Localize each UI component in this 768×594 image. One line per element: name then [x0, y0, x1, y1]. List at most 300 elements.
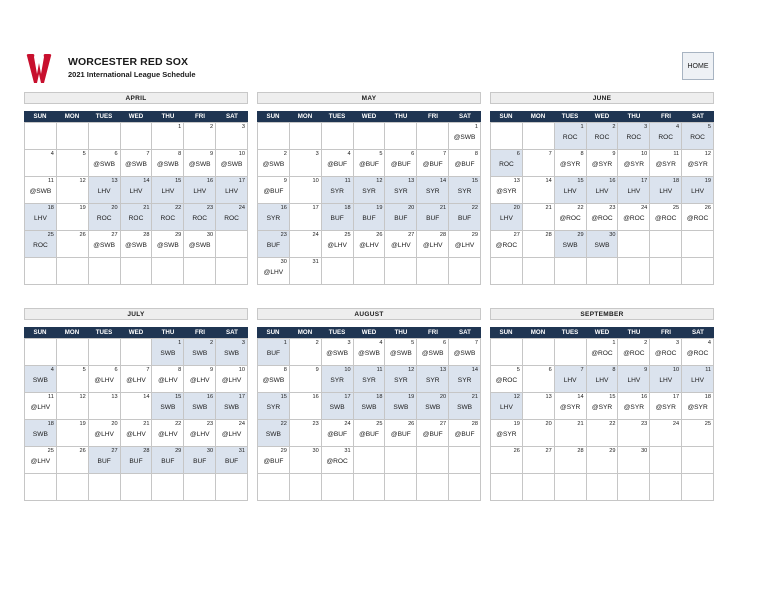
day-number: 20: [513, 205, 520, 211]
day-cell: [57, 366, 89, 393]
day-cell: [57, 204, 89, 231]
day-number: 15: [471, 178, 479, 184]
weekday-label: SAT: [226, 113, 238, 120]
day-number: 1: [580, 124, 584, 130]
day-number: 18: [704, 394, 712, 400]
day-cell: [258, 231, 290, 258]
opponent: @BUF: [422, 431, 443, 438]
day-number: 6: [516, 151, 520, 157]
opponent: @SYR: [496, 431, 517, 438]
opponent: @ROC: [686, 350, 709, 357]
week-row: [25, 447, 248, 474]
day-cell: [89, 123, 121, 150]
day-cell: [523, 177, 555, 204]
calendar-grid: [490, 327, 714, 501]
opponent: @SYR: [560, 161, 581, 168]
day-number: 3: [241, 340, 246, 346]
day-number: 27: [111, 232, 118, 238]
day-cell: [555, 231, 587, 258]
opponent: @SWB: [358, 350, 380, 357]
day-number: 26: [704, 205, 712, 211]
day-number: 31: [312, 259, 319, 265]
day-cell: [417, 150, 449, 177]
day-cell: [121, 150, 153, 177]
day-cell: [417, 474, 449, 501]
day-cell: [354, 474, 386, 501]
day-number: 14: [439, 178, 447, 184]
day-number: 28: [471, 421, 479, 427]
day-cell: [587, 447, 619, 474]
day-cell: [25, 339, 57, 366]
day-cell: [57, 339, 89, 366]
day-number: 5: [516, 367, 520, 373]
opponent: @SWB: [453, 350, 476, 357]
day-cell: [555, 366, 587, 393]
day-number: 30: [312, 448, 319, 454]
day-cell: [587, 231, 619, 258]
day-number: 10: [641, 151, 648, 157]
opponent: BUF: [362, 215, 376, 222]
day-number: 12: [408, 367, 415, 373]
weekday-label: THU: [394, 113, 408, 120]
day-cell: [618, 258, 650, 285]
day-number: 9: [644, 367, 648, 373]
week-row: [25, 258, 248, 285]
week-row: [25, 204, 248, 231]
day-cell: [25, 474, 57, 501]
day-number: 12: [704, 151, 712, 157]
day-cell: [322, 150, 354, 177]
day-number: 18: [47, 421, 54, 427]
day-cell: [417, 339, 449, 366]
opponent: LHV: [225, 188, 238, 195]
day-cell: [587, 177, 619, 204]
day-cell: [682, 366, 714, 393]
opponent: @SWB: [453, 134, 476, 141]
day-cell: [184, 231, 216, 258]
day-number: 14: [143, 394, 150, 400]
opponent: @LHV: [94, 377, 114, 384]
week-row: [25, 339, 248, 366]
day-cell: [322, 339, 354, 366]
day-cell: [587, 393, 619, 420]
day-cell: [417, 366, 449, 393]
day-number: 27: [545, 448, 552, 454]
day-cell: [449, 177, 481, 204]
day-number: 16: [609, 178, 616, 184]
day-cell: [322, 474, 354, 501]
week-row: [491, 177, 714, 204]
opponent: ROC: [192, 215, 208, 222]
day-cell: [290, 150, 322, 177]
month-april: [24, 92, 248, 249]
weekday-label: FRI: [661, 329, 671, 336]
day-cell: [650, 150, 682, 177]
day-cell: [417, 393, 449, 420]
day-cell: [449, 204, 481, 231]
opponent: @SYR: [496, 188, 517, 195]
weekday-label: FRI: [195, 329, 205, 336]
opponent: LHV: [627, 188, 641, 195]
day-number: 24: [238, 421, 246, 427]
week-row: [491, 204, 714, 231]
day-cell: [449, 231, 481, 258]
day-cell: [682, 393, 714, 420]
day-cell: [152, 474, 184, 501]
day-cell: [523, 339, 555, 366]
week-row: [491, 420, 714, 447]
opponent: SYR: [362, 188, 376, 195]
day-number: 23: [206, 205, 214, 211]
day-cell: [650, 231, 682, 258]
opponent: @BUF: [359, 431, 379, 438]
day-number: 22: [175, 205, 182, 211]
day-cell: [354, 204, 386, 231]
day-number: 6: [548, 367, 552, 373]
opponent: ROC: [160, 215, 176, 222]
day-cell: [523, 420, 555, 447]
day-number: 8: [474, 151, 479, 157]
opponent: @SWB: [220, 161, 243, 168]
opponent: @SWB: [262, 377, 285, 384]
opponent: LHV: [563, 188, 577, 195]
day-number: 12: [79, 394, 86, 400]
weekday-label: SAT: [459, 113, 471, 120]
day-cell: [682, 204, 714, 231]
week-row: [491, 447, 714, 474]
day-cell: [258, 177, 290, 204]
opponent: @LHV: [359, 242, 379, 249]
day-cell: [121, 474, 153, 501]
opponent: BUF: [97, 458, 111, 465]
day-cell: [587, 474, 619, 501]
opponent: @SYR: [591, 161, 613, 168]
week-row: [491, 258, 714, 285]
week-row: [491, 393, 714, 420]
opponent: @BUF: [359, 161, 379, 168]
day-number: 6: [411, 151, 415, 157]
day-cell: [650, 474, 682, 501]
month-august: [257, 308, 481, 465]
weeks: [490, 338, 714, 501]
month-june: [490, 92, 714, 249]
day-cell: [618, 366, 650, 393]
week-row: [258, 204, 481, 231]
day-cell: [258, 420, 290, 447]
day-cell: [417, 231, 449, 258]
opponent: SWB: [160, 404, 176, 411]
opponent: @LHV: [189, 431, 210, 438]
day-cell: [491, 258, 523, 285]
day-cell: [682, 447, 714, 474]
opponent: SYR: [362, 377, 376, 384]
day-number: 24: [312, 232, 319, 238]
day-cell: [491, 150, 523, 177]
day-cell: [385, 339, 417, 366]
opponent: LHV: [659, 377, 673, 384]
day-cell: [385, 447, 417, 474]
day-cell: [216, 474, 248, 501]
day-number: 20: [545, 421, 552, 427]
day-cell: [354, 177, 386, 204]
day-number: 14: [545, 178, 552, 184]
day-number: 28: [143, 448, 150, 454]
day-number: 3: [644, 124, 648, 130]
day-cell: [89, 447, 121, 474]
day-number: 7: [146, 151, 150, 157]
weekday-label: SUN: [33, 329, 47, 336]
day-cell: [491, 204, 523, 231]
day-number: 10: [312, 178, 319, 184]
day-cell: [354, 420, 386, 447]
day-cell: [290, 420, 322, 447]
weeks: [257, 122, 481, 285]
day-number: 27: [513, 232, 520, 238]
weeks: [490, 122, 714, 285]
weekday-label: THU: [161, 113, 175, 120]
opponent: @SYR: [687, 404, 708, 411]
opponent: BUF: [161, 458, 175, 465]
day-cell: [290, 447, 322, 474]
weekday-header: [257, 327, 481, 338]
day-cell: [216, 393, 248, 420]
opponent: @ROC: [495, 242, 518, 249]
opponent: @LHV: [391, 242, 411, 249]
day-number: 30: [280, 259, 287, 265]
day-number: 8: [612, 367, 616, 373]
opponent: @LHV: [327, 242, 347, 249]
day-cell: [258, 150, 290, 177]
day-cell: [258, 447, 290, 474]
day-number: 23: [280, 232, 287, 238]
weekday-label: WED: [594, 113, 610, 120]
day-number: 3: [676, 340, 680, 346]
opponent: LHV: [500, 215, 513, 222]
day-number: 30: [206, 448, 214, 454]
day-cell: [290, 204, 322, 231]
opponent: @LHV: [221, 431, 242, 438]
day-cell: [385, 366, 417, 393]
day-cell: [258, 393, 290, 420]
day-cell: [25, 123, 57, 150]
day-number: 25: [376, 421, 383, 427]
day-number: 12: [513, 394, 520, 400]
week-row: [25, 366, 248, 393]
opponent: @ROC: [326, 458, 348, 465]
weekday-label: SAT: [692, 113, 704, 120]
day-cell: [322, 204, 354, 231]
day-cell: [25, 393, 57, 420]
day-cell: [491, 393, 523, 420]
weekday-header: [490, 327, 714, 338]
home-button[interactable]: HOME: [682, 52, 714, 80]
month-september: [490, 308, 714, 454]
opponent: @LHV: [30, 458, 51, 465]
opponent: @ROC: [655, 215, 677, 222]
weekday-label: WED: [361, 329, 377, 336]
day-cell: [89, 231, 121, 258]
day-cell: [290, 339, 322, 366]
day-number: 23: [206, 421, 214, 427]
day-cell: [57, 393, 89, 420]
week-row: [25, 123, 248, 150]
opponent: @ROC: [655, 350, 677, 357]
day-cell: [491, 177, 523, 204]
day-number: 23: [609, 205, 616, 211]
opponent: @LHV: [158, 431, 178, 438]
day-cell: [587, 420, 619, 447]
day-number: 6: [114, 367, 118, 373]
day-number: 19: [79, 205, 86, 211]
day-number: 3: [315, 151, 319, 157]
opponent: LHV: [193, 188, 207, 195]
day-cell: [184, 447, 216, 474]
day-cell: [322, 447, 354, 474]
day-number: 1: [178, 340, 182, 346]
day-number: 8: [283, 367, 287, 373]
week-row: [25, 474, 248, 501]
opponent: @SYR: [655, 161, 676, 168]
opponent: @BUF: [327, 431, 348, 438]
opponent: @BUF: [422, 161, 443, 168]
day-cell: [449, 123, 481, 150]
day-cell: [491, 366, 523, 393]
weeks: [24, 338, 248, 501]
day-cell: [650, 258, 682, 285]
opponent: @SWB: [29, 188, 52, 195]
day-number: 17: [312, 205, 319, 211]
opponent: @SWB: [390, 350, 412, 357]
day-cell: [555, 393, 587, 420]
day-number: 20: [111, 421, 118, 427]
week-row: [258, 393, 481, 420]
day-number: 27: [439, 421, 447, 427]
day-cell: [152, 177, 184, 204]
day-cell: [216, 150, 248, 177]
day-number: 10: [344, 367, 351, 373]
day-number: 4: [50, 367, 54, 373]
weekday-label: TUES: [95, 329, 113, 336]
day-number: 7: [443, 151, 447, 157]
day-number: 3: [241, 124, 246, 130]
day-cell: [385, 177, 417, 204]
day-cell: [650, 420, 682, 447]
weekday-label: SUN: [499, 113, 513, 120]
day-number: 9: [210, 367, 214, 373]
day-number: 19: [513, 421, 520, 427]
day-cell: [57, 447, 89, 474]
day-number: 13: [545, 394, 552, 400]
day-cell: [555, 474, 587, 501]
opponent: LHV: [595, 188, 609, 195]
opponent: BUF: [330, 215, 344, 222]
day-number: 15: [175, 394, 182, 400]
opponent: SYR: [425, 188, 440, 195]
weekday-label: FRI: [661, 113, 671, 120]
day-number: 29: [609, 448, 616, 454]
opponent: @LHV: [126, 377, 146, 384]
day-number: 31: [344, 448, 351, 454]
opponent: LHV: [161, 188, 175, 195]
opponent: @SWB: [421, 350, 444, 357]
calendar-grid: [257, 327, 481, 501]
day-cell: [216, 204, 248, 231]
opponent: @SWB: [93, 242, 115, 249]
day-cell: [618, 204, 650, 231]
opponent: SYR: [457, 377, 472, 384]
day-number: 19: [408, 394, 415, 400]
day-cell: [184, 420, 216, 447]
opponent: SWB: [393, 404, 409, 411]
day-cell: [618, 231, 650, 258]
day-cell: [682, 150, 714, 177]
day-cell: [555, 123, 587, 150]
weekday-label: TUES: [561, 113, 579, 120]
opponent: LHV: [563, 377, 577, 384]
opponent: @SYR: [591, 404, 613, 411]
day-cell: [354, 231, 386, 258]
day-number: 9: [283, 178, 287, 184]
day-number: 26: [408, 421, 415, 427]
day-number: 27: [111, 448, 118, 454]
day-number: 22: [471, 205, 479, 211]
day-number: 25: [704, 421, 712, 427]
weekday-label: WED: [128, 113, 144, 120]
opponent: BUF: [394, 215, 408, 222]
day-cell: [216, 447, 248, 474]
opponent: @SWB: [93, 161, 115, 168]
day-cell: [89, 366, 121, 393]
day-number: 24: [641, 205, 648, 211]
day-number: 8: [178, 151, 182, 157]
day-cell: [57, 474, 89, 501]
day-number: 29: [577, 232, 584, 238]
day-number: 22: [280, 421, 287, 427]
day-cell: [449, 420, 481, 447]
opponent: SWB: [192, 350, 208, 357]
weekday-label: MON: [297, 113, 313, 120]
day-number: 22: [577, 205, 584, 211]
day-cell: [25, 420, 57, 447]
day-number: 14: [143, 178, 150, 184]
day-cell: [121, 204, 153, 231]
day-number: 13: [111, 394, 118, 400]
day-number: 26: [513, 448, 520, 454]
opponent: @LHV: [30, 404, 51, 411]
day-cell: [184, 474, 216, 501]
day-number: 21: [143, 421, 150, 427]
weekday-header: [24, 327, 248, 338]
week-row: [258, 447, 481, 474]
day-number: 2: [283, 151, 287, 157]
week-row: [491, 474, 714, 501]
day-cell: [650, 123, 682, 150]
opponent: ROC: [96, 215, 112, 222]
opponent: ROC: [499, 161, 514, 168]
week-row: [258, 366, 481, 393]
opponent: @ROC: [591, 350, 613, 357]
day-cell: [682, 123, 714, 150]
day-cell: [89, 339, 121, 366]
opponent: BUF: [426, 215, 440, 222]
opponent: SWB: [594, 242, 610, 249]
opponent: @ROC: [623, 215, 645, 222]
opponent: SWB: [425, 404, 441, 411]
day-cell: [523, 393, 555, 420]
day-number: 4: [379, 340, 383, 346]
day-cell: [650, 366, 682, 393]
opponent: ROC: [128, 215, 144, 222]
